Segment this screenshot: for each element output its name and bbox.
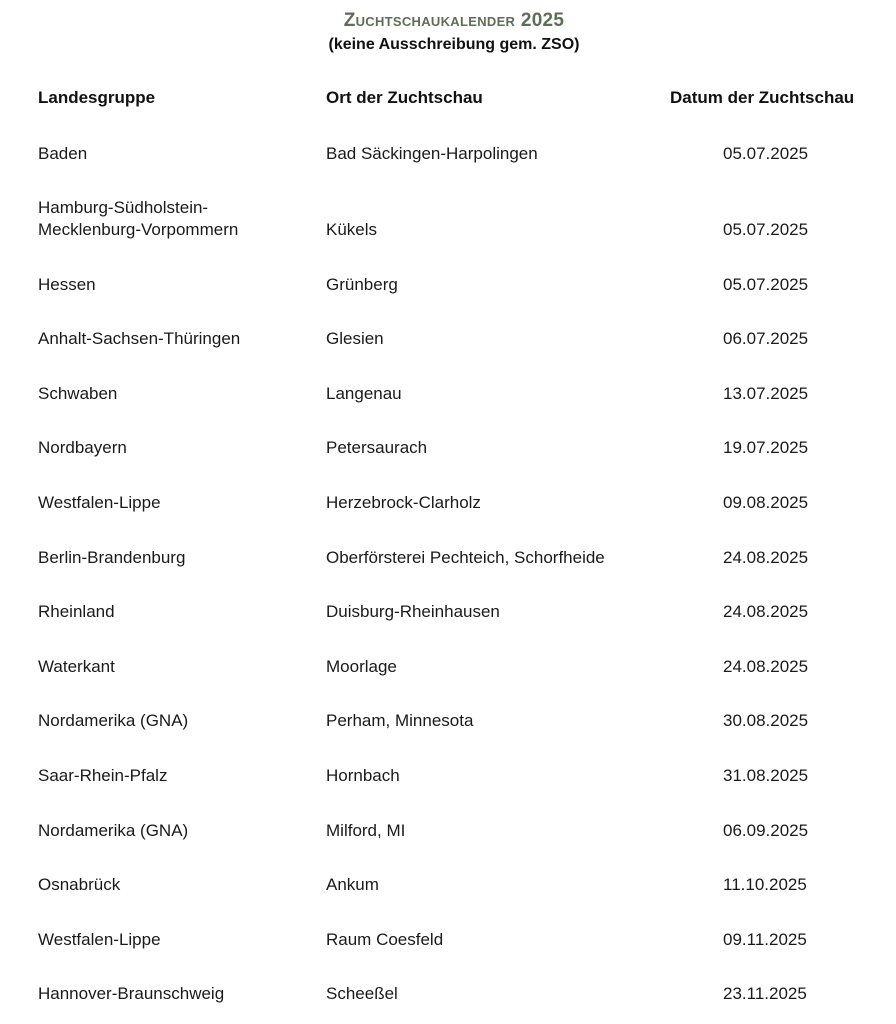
cell-datum: 11.10.2025 [723,875,807,894]
header-datum: Datum der Zuchtschau [670,88,855,107]
cell-ort: Moorlage [326,657,397,676]
cell-ort: Kükels [326,220,378,239]
header-ort: Ort der Zuchtschau [326,88,483,107]
table-row [0,818,896,842]
cell-landesgruppe-line1: Hamburg-Südholstein- [38,198,209,217]
table-row [0,272,896,296]
cell-landesgruppe: Nordamerika (GNA) [38,821,189,840]
cell-datum: 24.08.2025 [723,602,809,621]
cell-ort: Grünberg [326,275,398,294]
cell-datum: 05.07.2025 [723,144,809,163]
cell-datum: 19.07.2025 [723,438,809,457]
table-row [0,198,896,241]
header-landesgruppe: Landesgruppe [38,88,156,107]
cell-landesgruppe: Hannover-Braunschweig [38,984,225,1003]
table-row [0,872,896,896]
cell-ort: Herzebrock-Clarholz [326,493,481,512]
cell-datum: 05.07.2025 [723,220,809,239]
cell-datum: 24.08.2025 [723,657,809,676]
cell-ort: Ankum [326,875,379,894]
table-row [0,326,896,350]
table-row [0,654,896,678]
table-row [0,435,896,459]
cell-landesgruppe: Hessen [38,275,96,294]
table-row [0,141,896,165]
cell-datum: 09.08.2025 [723,493,809,512]
cell-datum: 31.08.2025 [723,766,809,785]
cell-landesgruppe: Saar-Rhein-Pfalz [38,766,168,785]
cell-landesgruppe: Osnabrück [38,875,121,894]
cell-landesgruppe [38,197,238,241]
cell-datum: 24.08.2025 [723,548,809,567]
cell-datum: 06.07.2025 [723,329,809,348]
cell-datum: 23.11.2025 [723,984,807,1003]
cell-datum: 05.07.2025 [723,275,809,294]
table-row [0,599,896,623]
cell-ort: Scheeßel [326,984,398,1003]
cell-landesgruppe: Rheinland [38,602,115,621]
cell-ort: Perham, Minnesota [326,711,474,730]
cell-datum: 06.09.2025 [723,821,809,840]
table-row [0,981,896,1005]
cell-datum: 09.11.2025 [723,930,807,949]
cell-ort: Oberförsterei Pechteich, Schorfheide [326,548,605,567]
page-title: Zuchtschaukalender 2025 [343,10,565,31]
cell-ort: Duisburg-Rheinhausen [326,602,500,621]
cell-ort: Raum Coesfeld [326,930,444,949]
table-row [0,381,896,405]
table-row [0,545,896,569]
cell-landesgruppe: Nordbayern [38,438,127,457]
cell-ort: Glesien [326,329,384,348]
page-subtitle: (keine Ausschreibung gem. ZSO) [328,36,580,53]
cell-landesgruppe: Baden [38,144,88,163]
cell-landesgruppe: Westfalen-Lippe [38,493,161,512]
table-row [0,927,896,951]
table-row [0,763,896,787]
table-row [0,708,896,732]
cell-ort: Petersaurach [326,438,428,457]
cell-landesgruppe-line2: Mecklenburg-Vorpommern [38,220,239,239]
cell-ort: Milford, MI [326,821,406,840]
cell-landesgruppe: Anhalt-Sachsen-Thüringen [38,329,241,348]
table-row [0,490,896,514]
cell-ort: Bad Säckingen-Harpolingen [326,144,538,163]
cell-landesgruppe: Schwaben [38,384,118,403]
cell-datum: 30.08.2025 [723,711,809,730]
cell-landesgruppe: Nordamerika (GNA) [38,711,189,730]
cell-ort: Hornbach [326,766,400,785]
cell-landesgruppe: Westfalen-Lippe [38,930,161,949]
cell-datum: 13.07.2025 [723,384,809,403]
cell-landesgruppe: Berlin-Brandenburg [38,548,186,567]
cell-ort: Langenau [326,384,402,403]
cell-landesgruppe: Waterkant [38,657,115,676]
